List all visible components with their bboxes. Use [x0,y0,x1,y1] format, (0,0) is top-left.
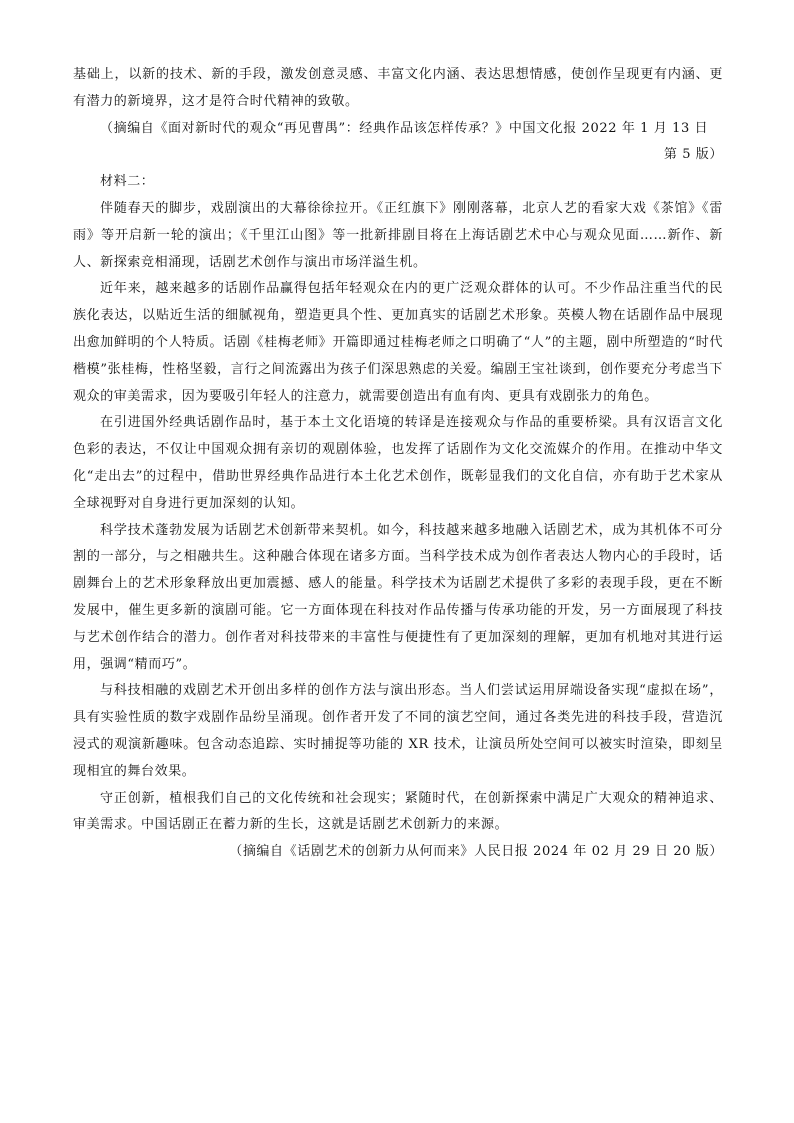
material1-source-citation: （摘编自《面对新时代的观众“再见曹禺”：经典作品该怎样传承？》中国文化报 2022 年 1 月 13 日 [100,120,709,136]
material2-source-citation: （摘编自《话剧艺术的创新力从何而来》人民日报 2024 年 02 月 29 日 20 版） [229,844,723,860]
paragraph: 守正创新，植根我们自己的文化传统和社会现实；紧随时代，在创新探索中满足广大观众的精神追求、审美需求。中国话剧正在蓄力新的生长，这就是话剧艺术创新力的来源。 [73,790,723,833]
paragraph: 近年来，越来越多的话剧作品赢得包括年轻观众在内的更广泛观众群体的认可。不少作品注重当代的民族化表达，以贴近生活的细腻视角，塑造更具个性、更加真实的话剧艺术形象。英模人物在话剧作品中展现出愈加鲜明的个人特质。话剧《桂梅老师》开篇即通过桂梅老师之口明确了“人”的主题，剧中所塑造的“时代楷模”张桂梅，性格坚毅，言行之间流露出为孩子们深思熟虑的关爱。编剧王宝社谈到，创作要充分考虑当下观众的审美需求，因为要吸引年轻人的注意力，就需要创造出有血有肉、更具有戏剧张力的角色。 [73,281,723,404]
paragraph: 在引进国外经典话剧作品时，基于本土文化语境的转译是连接观众与作品的重要桥梁。具有汉语言文化色彩的表达，不仅让中国观众拥有亲切的观剧体验，也发挥了话剧作为文化交流媒介的作用。在推动中华文化“走出去”的过程中，借助世界经典作品进行本土化艺术创作，既彰显我们的文化自信，亦有助于艺术家从全球视野对自身进行更加深刻的认知。 [73,415,723,511]
article-body [73,62,723,866]
paragraph: 科学技术蓬勃发展为话剧艺术创新带来契机。如今，科技越来越多地融入话剧艺术，成为其机体不可分割的一部分，与之相融共生。这种融合体现在诸多方面。当科学技术成为创作者表达人物内心的手段时，话剧舞台上的艺术形象释放出更加震撼、感人的能量。科学技术为话剧艺术提供了多彩的表现手段，更在不断发展中，催生更多新的演剧可能。它一方面体现在科技对作品传播与传承功能的开发，另一方面展现了科技与艺术创作结合的潜力。创作者对科技带来的丰富性与便捷性有了更加深刻的理解，更加有机地对其进行运用，强调“精而巧”。 [73,522,723,672]
material2-heading: 材料二： [100,174,155,190]
material1-tail-paragraph: 基础上，以新的技术、新的手段，激发创意灵感、丰富文化内涵、表达思想情感，使创作呈现更有内涵、更有潜力的新境界，这才是符合时代精神的致敬。 [73,67,723,109]
material1-source-citation-cont: 第 5 版） [663,147,723,163]
paragraph: 与科技相融的戏剧艺术开创出多样的创作方法与演出形态。当人们尝试运用屏端设备实现“虚拟在场”，具有实验性质的数字戏剧作品纷呈涌现。创作者开发了不同的演艺空间，通过各类先进的科技手段，营造沉浸式的观演新趣味。包含动态追踪、实时捕捉等功能的 XR 技术，让演员所处空间可以被实时渲染，即刻呈现相宜的舞台效果。 [73,683,723,779]
paragraph: 伴随春天的脚步，戏剧演出的大幕徐徐拉开。《正红旗下》刚刚落幕，北京人艺的看家大戏《茶馆》《雷雨》等开启新一轮的演出；《千里江山图》等一批新排剧目将在上海话剧艺术中心与观众见面……新作、新人、新探索竞相涌现，话剧艺术创作与演出市场洋溢生机。 [73,200,723,270]
